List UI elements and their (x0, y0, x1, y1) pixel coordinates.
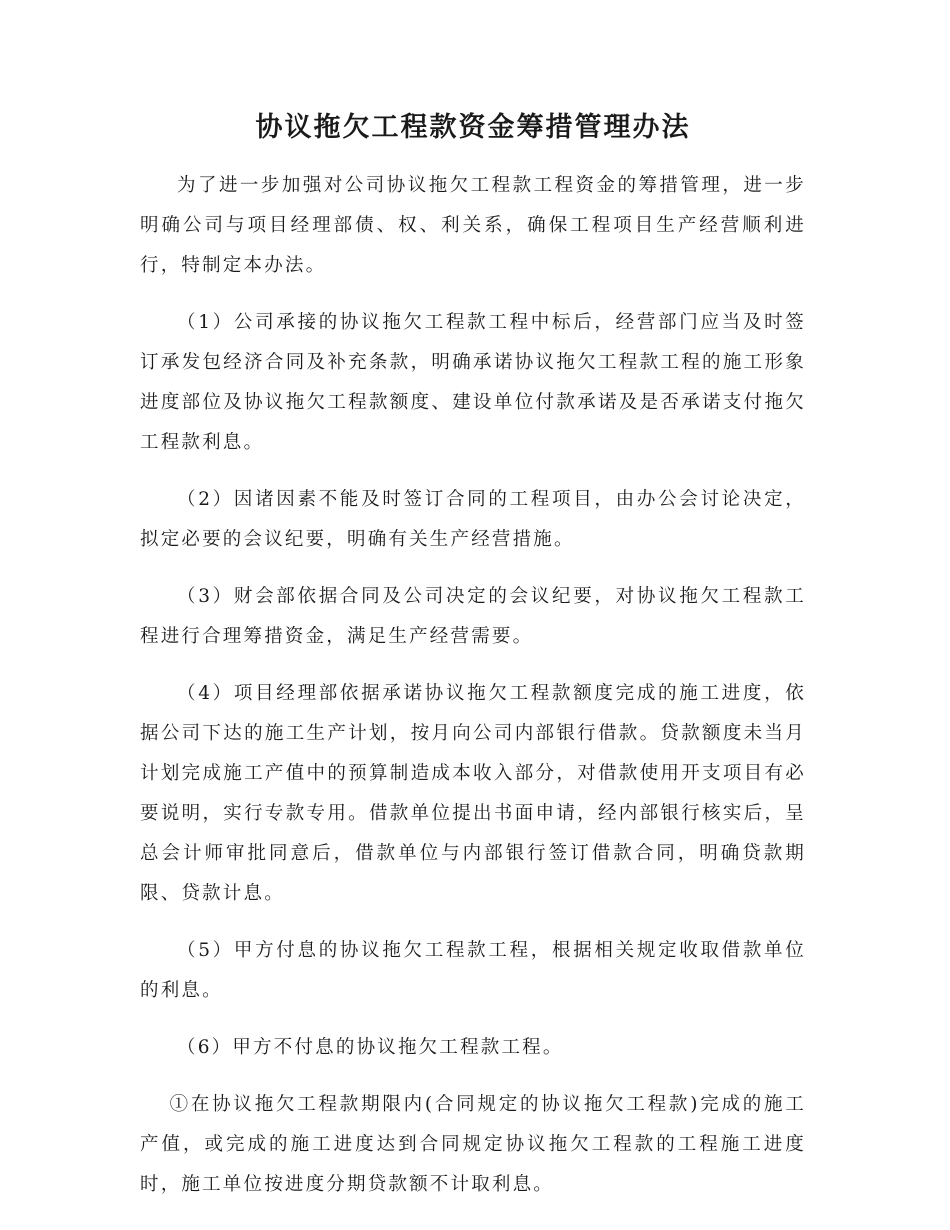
paragraph-item-5: （5）甲方付息的协议拖欠工程款工程，根据相关规定收取借款单位的利息。 (140, 940, 806, 1001)
paragraph-item-3: （3）财会部依据合同及公司决定的会议纪要，对协议拖欠工程款工程进行合理筹措资金，满足生产经营需要。 (140, 586, 806, 647)
paragraph-intro: 为了进一步加强对公司协议拖欠工程款工程资金的筹措管理，进一步明确公司与项目经理部债、权、利关系，确保工程项目生产经营顺利进行，特制定本办法。 (140, 175, 806, 276)
paragraph-subitem-1: ①在协议拖欠工程款期限内(合同规定的协议拖欠工程款)完成的施工产值，或完成的施工进度达到合同规定协议拖欠工程款的工程施工进度时，施工单位按进度分期贷款额不计取利息。 (140, 1094, 806, 1195)
paragraph-item-1: （1）公司承接的协议拖欠工程款工程中标后，经营部门应当及时签订承发包经济合同及补充条款，明确承诺协议拖欠工程款工程的施工形象进度部位及协议拖欠工程款额度、建设单位付款承诺及是否承诺支付拖欠工程款利息。 (140, 312, 806, 453)
paragraph-item-2: （2）因诸因素不能及时签订合同的工程项目，由办公会讨论决定，拟定必要的会议纪要，明确有关生产经营措施。 (140, 489, 806, 550)
paragraph-item-6: （6）甲方不付息的协议拖欠工程款工程。 (177, 1037, 564, 1058)
paragraph-item-4: （4）项目经理部依据承诺协议拖欠工程款额度完成的施工进度，依据公司下达的施工生产计划，按月向公司内部银行借款。贷款额度未当月计划完成施工产值中的预算制造成本收入部分，对借款使用开支项目有必要说明，实行专款专用。借款单位提出书面申请，经内部银行核实后，呈总会计师审批同意后，借款单位与内部银行签订借款合同，明确贷款期限、贷款计息。 (140, 683, 806, 904)
document-page (140, 108, 806, 1222)
document-title: 协议拖欠工程款资金筹措管理办法 (255, 112, 691, 143)
